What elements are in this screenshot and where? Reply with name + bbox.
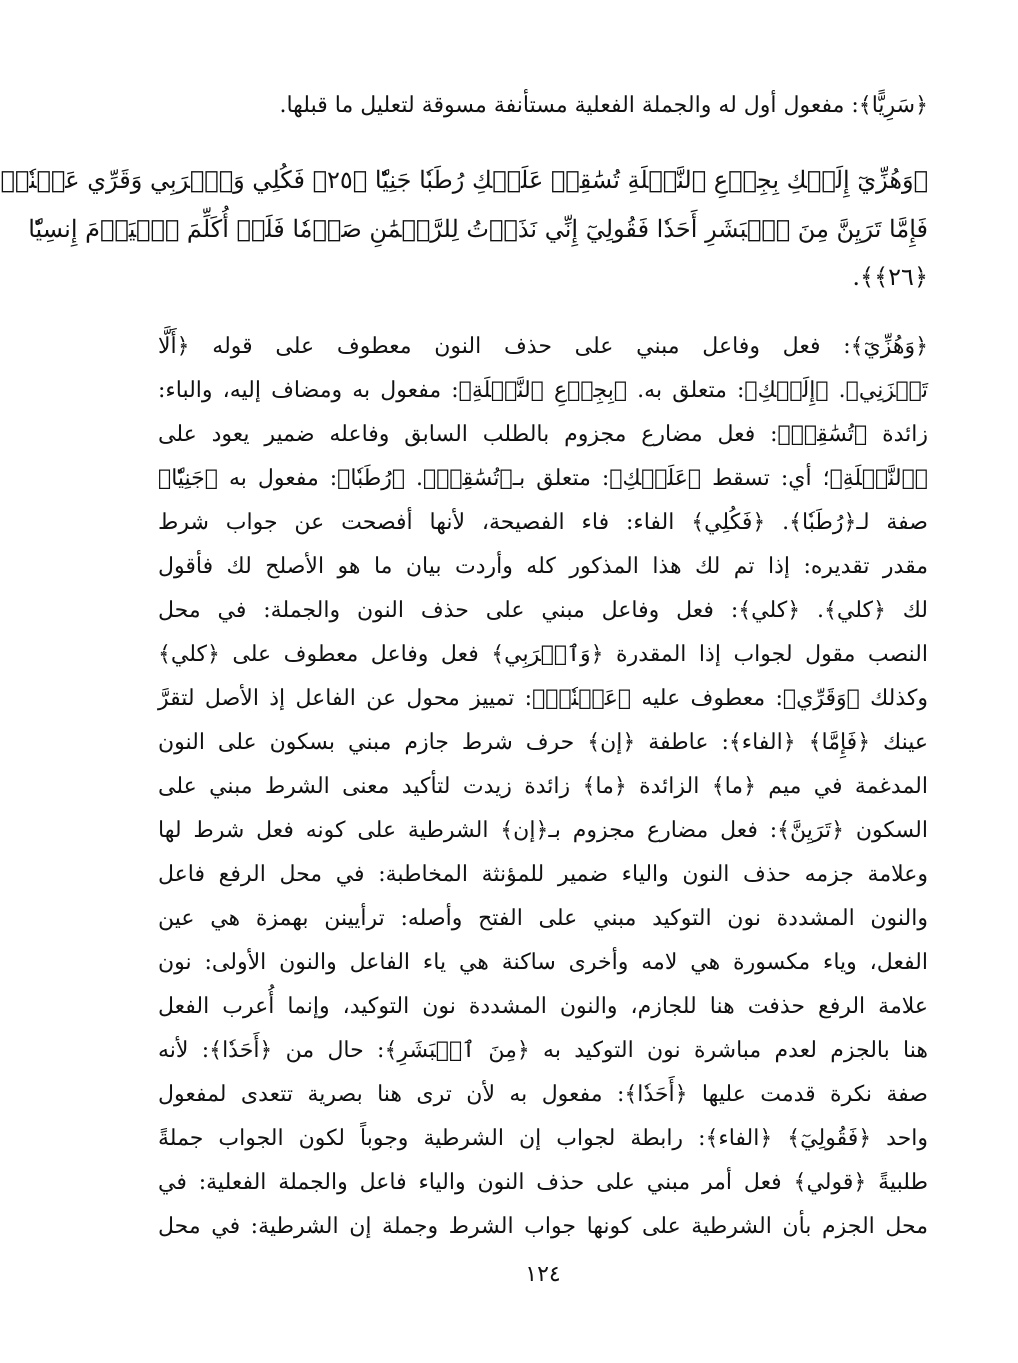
commentary-line: المدغمة في ميم ﴿ما﴾ الزائدة ﴿ما﴾ زائدة زيدت لتأكيد معنى الشرط مبني على — [158, 774, 928, 799]
commentary-line: والنون المشددة نون التوكيد مبني على الفتح وأصله: ترأيينن بهمزة هي عين — [158, 906, 928, 931]
commentary-line: علامة الرفع حذفت هنا للجازم، والنون المشددة نون التوكيد، وإنما أُعرب الفعل — [158, 994, 928, 1019]
commentary-line: هنا بالجزم لعدم مباشرة نون التوكيد به ﴿مِنَ ٱلۡبَشَرِ﴾: حال من ﴿أَحَدٗا﴾: لأنه — [158, 1038, 928, 1063]
commentary-line: صفة نكرة قدمت عليها ﴿أَحَدٗا﴾: مفعول به لأن ترى هنا بصرية تتعدى لمفعول — [158, 1082, 928, 1107]
commentary-line: طلبيةً ﴿قولي﴾ فعل أمر مبني على حذف النون والياء فاعل والجملة الفعلية: في — [158, 1170, 928, 1195]
verse-line: ﴿وَهُزِّيٓ إِلَيۡكِ بِجِذۡعِ ٱلنَّخۡلَةِ تُسَٰقِطۡ عَلَيۡكِ رُطَبٗا جَنِيّٗا ﴿٢٥﴾ فَكُلِي وَٱشۡرَبِي وَقَرِّي عَيۡنٗاۖ — [0, 166, 928, 194]
commentary-line: وكذلك ﴿وَقَرِّي﴾: معطوف عليه ﴿عَيۡنٗاۖ﴾: تمييز محول عن الفاعل إذ الأصل لتقرَّ — [158, 686, 928, 711]
commentary-line: السكون ﴿تَرَيِنَّ﴾: فعل مضارع مجزوم بـ﴿إن﴾ الشرطية على كونه فعل شرط لها — [158, 818, 928, 843]
commentary-line: محل الجزم بأن الشرطية على كونها جواب الشرط وجملة إن الشرطية: في محل — [158, 1214, 928, 1239]
commentary-line: مقدر تقديره: إذا تم لك هذا المذكور كله وأردت بيان ما هو الأصلح لك فأقول — [158, 554, 928, 579]
commentary-line: الفعل، وياء مكسورة هي لامه وأخرى ساكنة هي ياء الفاعل والنون الأولى: نون — [158, 950, 928, 975]
intro-line: ﴿سَرِيًّا﴾: مفعول أول له والجملة الفعلية مستأنفة مسوقة لتعليل ما قبلها. — [279, 93, 928, 118]
commentary-line: زائدة ﴿تُسَٰقِطۡ﴾: فعل مضارع مجزوم بالطلب السابق وفاعله ضمير يعود على — [158, 422, 928, 447]
page-number: ١٢٤ — [525, 1262, 561, 1287]
verse-line: ﴿٢٦﴾﴾. — [852, 263, 928, 291]
commentary-line: واحد ﴿فَقُولِيٓ﴾ ﴿الفاء﴾: رابطة لجواب إن الشرطية وجوباً لكون الجواب جملةً — [158, 1126, 928, 1151]
commentary-line: صفة لـ﴿رُطَبٗا﴾. ﴿فَكُلِي﴾ الفاء: فاء الفصيحة، لأنها أفصحت عن جواب شرط — [158, 510, 928, 535]
commentary-line: لك ﴿كلي﴾. ﴿كلي﴾: فعل وفاعل مبني على حذف النون والجملة: في محل — [158, 598, 928, 623]
commentary-line: النصب مقول لجواب إذا المقدرة ﴿وَٱشۡرَبِي﴾ فعل وفاعل معطوف على ﴿كلي﴾ — [158, 642, 928, 667]
commentary-line: ﴿ٱلنَّخۡلَةِ﴾؛ أي: تسقط ﴿عَلَيۡكِ﴾: متعلق بـ﴿تُسَٰقِطۡ﴾. ﴿رُطَبٗا﴾: مفعول به ﴿جَنِيّٗا﴾ — [158, 466, 928, 491]
verse-line: فَإِمَّا تَرَيِنَّ مِنَ ٱلۡبَشَرِ أَحَدٗا فَقُولِيٓ إِنِّي نَذَرۡتُ لِلرَّحۡمَٰنِ صَوۡمٗا فَلَنۡ أُكَلِّمَ ٱلۡيَوۡمَ إِنسِيّٗا — [28, 215, 928, 243]
commentary-line: تَحۡزَنِي﴾. ﴿إِلَيۡكِ﴾: متعلق به. ﴿بِجِذۡعِ ٱلنَّخۡلَةِ﴾: مفعول به ومضاف إليه، والباء: — [158, 378, 928, 403]
commentary-line: عينك ﴿فَإِمَّا﴾ ﴿الفاء﴾: عاطفة ﴿إن﴾ حرف شرط جازم مبني بسكون على النون — [158, 730, 928, 755]
commentary-line: وعلامة جزمه حذف النون والياء ضمير للمؤنثة المخاطبة: في محل الرفع فاعل — [158, 862, 928, 887]
commentary-line: ﴿وَهُزِّيٓ﴾: فعل وفاعل مبني على حذف النون معطوف على قوله ﴿أَلَّا — [158, 334, 928, 359]
